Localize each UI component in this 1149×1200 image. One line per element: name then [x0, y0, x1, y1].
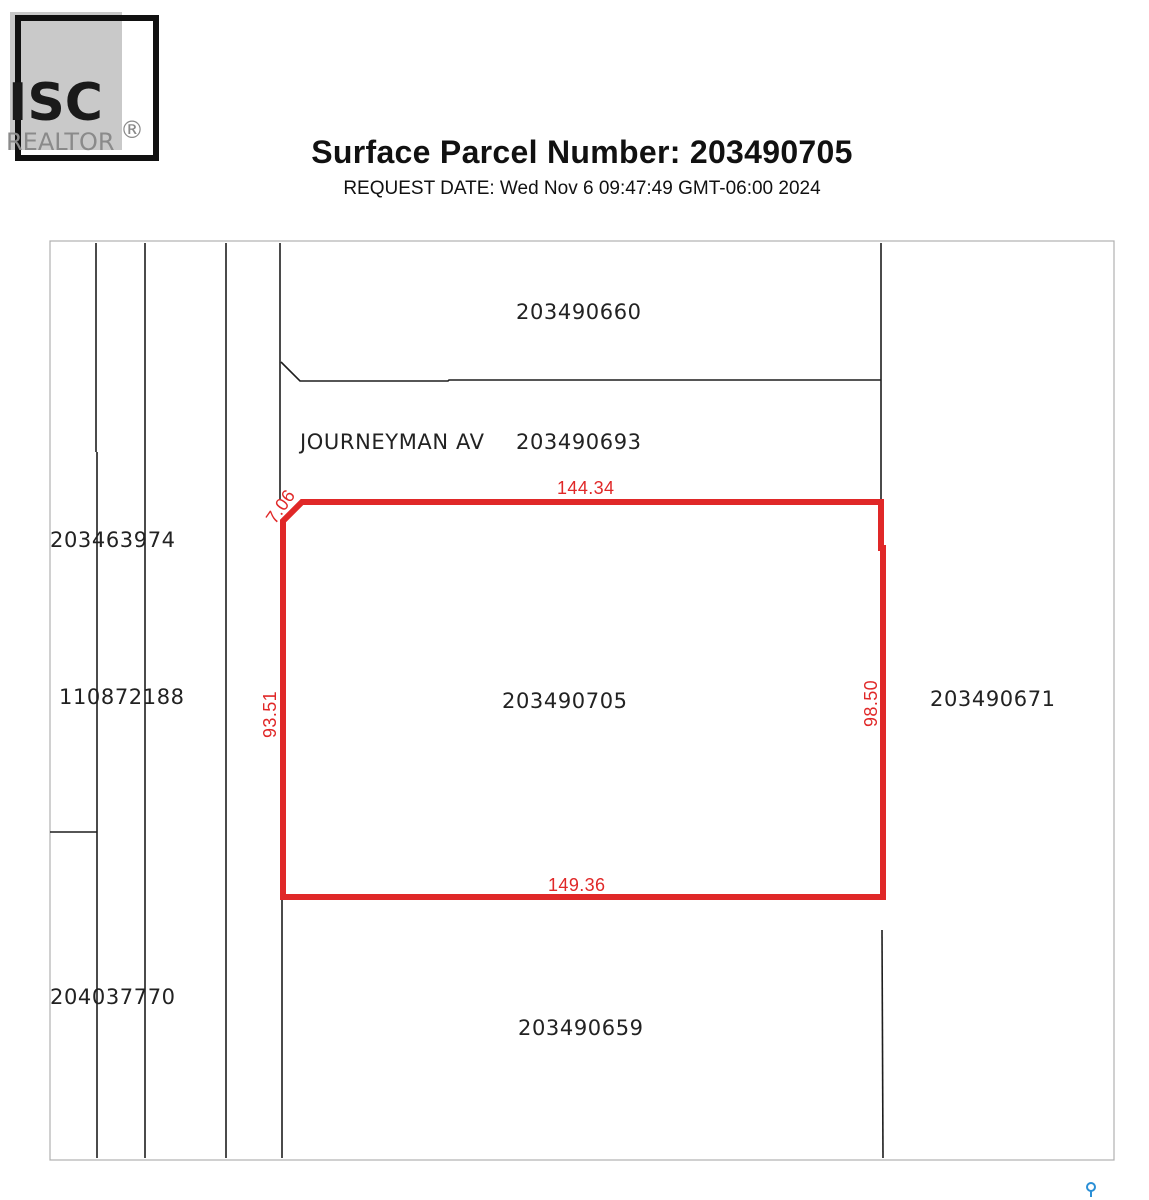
parcel-label-west-upper: 203463974 [50, 528, 176, 552]
dimension-west: 93.51 [260, 690, 280, 738]
parcel-label-west-middle: 110872188 [59, 685, 185, 709]
logo-registered-mark: ® [120, 116, 144, 144]
lot-line [882, 930, 883, 1158]
logo-subtext: REALTOR [6, 128, 115, 156]
street-name-label: JOURNEYMAN AV [300, 430, 485, 454]
parcel-label-south: 203490659 [518, 1016, 644, 1040]
request-date: REQUEST DATE: Wed Nov 6 09:47:49 GMT-06:00 2024 [343, 178, 821, 199]
parcel-label-west-lower: 204037770 [50, 985, 176, 1009]
dimension-corner: 7.06 [261, 485, 300, 528]
street-boundary [281, 362, 881, 381]
parcel-label-north: 203490660 [516, 300, 642, 324]
parcel-label-east: 203490671 [930, 687, 1056, 711]
logo-text: ISC [8, 73, 103, 133]
page-title: Surface Parcel Number: 203490705 [311, 134, 853, 170]
parcel-label-subject: 203490705 [502, 689, 628, 713]
parcel-label-street: 203490693 [516, 430, 642, 454]
dimension-east: 98.50 [861, 679, 881, 727]
dimension-north: 144.34 [557, 478, 615, 498]
dimension-south: 149.36 [548, 875, 606, 895]
map-pin-icon [1087, 1183, 1095, 1197]
